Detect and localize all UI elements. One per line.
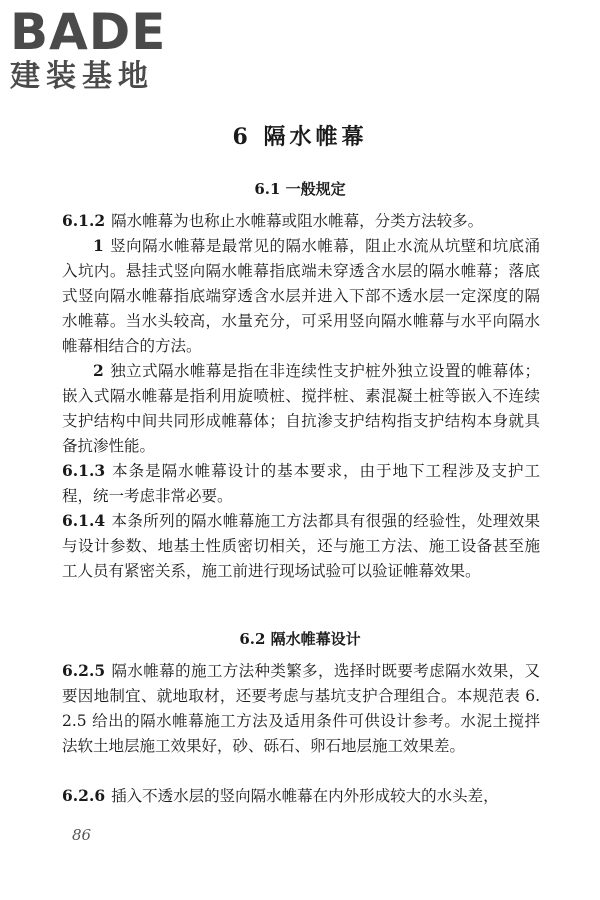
- clause-text: 本条是隔水帷幕设计的基本要求，由于地下工程涉及支护工程，统一考虑非常必要。: [62, 462, 540, 505]
- clause-number: 6.1.4: [62, 511, 106, 530]
- clause-number: 6.2.5: [62, 661, 106, 680]
- section-heading-6-2: 6.2 隔水帷幕设计: [239, 630, 361, 648]
- section-heading-6-1: 6.1 一般规定: [254, 180, 346, 198]
- clause-text: 本条所列的隔水帷幕施工方法都具有很强的经验性，处理效果与设计参数、地基土性质密切相关，还与施工方法、施工设备甚至施工人员有紧密关系，施工前进行现场试验可以验证帷幕效果。: [62, 512, 540, 580]
- logo-wordmark: BADE: [10, 3, 167, 61]
- clause-text: 插入不透水层的竖向隔水帷幕在内外形成较大的水头差，: [111, 787, 499, 805]
- clause-6-2-5: [62, 658, 540, 759]
- clause-number: 6.1.3: [62, 461, 106, 480]
- clause-6-1-4: [62, 508, 540, 584]
- item-text: 独立式隔水帷幕是指在非连续性支护桩外独立设置的帷幕体；嵌入式隔水帷幕是指利用旋喷桩、搅拌桩、素混凝土桩等嵌入不连续支护结构中间共同形成帷幕体；自抗渗支护结构指支护结构本身就具备抗渗性能。: [62, 362, 540, 455]
- item-2: [62, 358, 540, 459]
- clause-text: 隔水帷幕为也称止水帷幕或阻水帷幕，分类方法较多。: [111, 212, 484, 230]
- clause-6-1-3: [62, 458, 540, 509]
- clause-number: 6.2.6: [62, 786, 106, 805]
- clause-6-1-2: [62, 208, 540, 234]
- item-1: [62, 233, 540, 359]
- item-text: 竖向隔水帷幕是最常见的隔水帷幕，阻止水流从坑壁和坑底涌入坑内。悬挂式竖向隔水帷幕指底端未穿透含水层的隔水帷幕；落底式竖向隔水帷幕指底端穿透含水层并进入下部不透水层一定深度的隔水帷幕。当水头较高，水量充分，可采用竖向隔水帷幕与水平向隔水帷幕相结合的方法。: [62, 237, 540, 355]
- clause-number: 6.1.2: [62, 211, 106, 230]
- logo: [10, 3, 167, 94]
- clause-text: 隔水帷幕的施工方法种类繁多，选择时既要考虑隔水效果，又要因地制宜、就地取材，还要考虑与基坑支护合理组合。本规范表 6.2.5 给出的隔水帷幕施工方法及适用条件可供设计参考。水泥土搅拌法软土地层施工效果好，砂、砾石、卵石地层施工效果差。: [62, 662, 540, 755]
- chapter-title: 6 隔水帷幕: [232, 124, 368, 150]
- item-number: 2: [93, 361, 104, 380]
- page-number: 86: [72, 826, 92, 844]
- clause-6-2-6: [62, 783, 540, 809]
- item-number: 1: [93, 236, 104, 255]
- logo-subtitle: 建装基地: [10, 59, 154, 94]
